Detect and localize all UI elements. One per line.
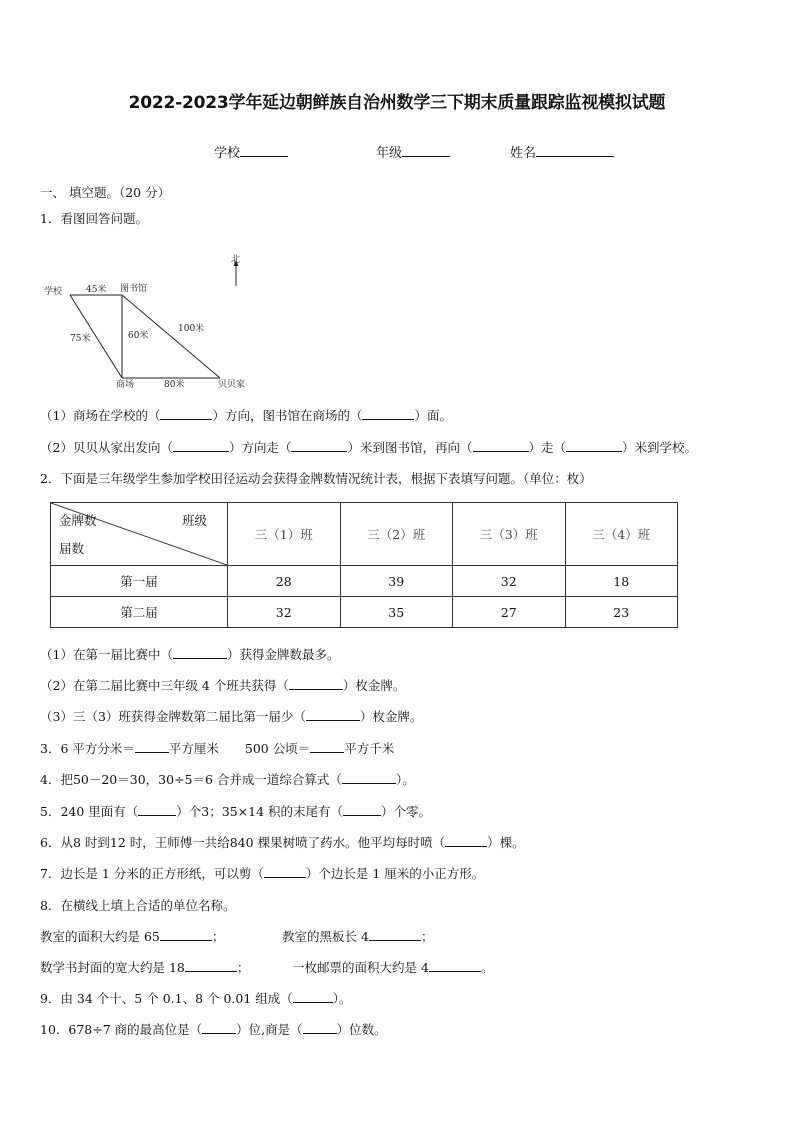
table-row [51,597,678,628]
corner-label-medals: 金牌数 [59,513,97,528]
answer-blank[interactable] [291,439,347,452]
question-8-stem: 8．在横线上填上合适的单位名称。 [40,898,236,913]
answer-blank[interactable] [264,865,306,878]
question-5: 5．240 里面有（ ）个3；35×14 积的末尾有（ ）个零。 [40,804,432,819]
question-8-a1: 教室的面积大约是 65 ； [40,929,225,944]
school-point-label: 学校 [44,287,63,297]
answer-blank[interactable] [362,407,414,420]
answer-blank[interactable] [160,407,212,420]
section-heading: 一、 填空题。（20 分） [40,185,171,200]
question-7: 7．边长是 1 分米的正方形纸，可以剪（ ）个边长是 1 厘米的小正方形。 [40,866,485,881]
table-header-row [51,503,678,566]
table-cell: 39 [340,566,453,597]
table-cell: 32 [228,597,341,628]
answer-blank[interactable] [566,439,622,452]
answer-blank[interactable] [173,439,229,452]
question-1-part-2: （2）贝贝从家出发向（ ）方向走（ ）米到图书馆，再向（ ）走（ ）米到学校。 [40,440,698,455]
answer-blank[interactable] [289,677,343,690]
answer-blank[interactable] [369,928,421,941]
school-label: 学校 [214,146,241,161]
distance-library-beibei: 100米 [178,324,205,334]
table-cell: 28 [228,566,341,597]
question-1-stem: 1．看图回答问题。 [40,211,148,226]
table-cell: 23 [565,597,678,628]
distance-library-mall: 60米 [128,331,149,341]
map-diagram [40,250,280,395]
mall-point-label: 商场 [116,380,135,390]
answer-blank[interactable] [303,1021,337,1034]
table-row [51,566,678,597]
answer-blank[interactable] [306,708,360,721]
row-label: 第一届 [51,566,228,597]
distance-mall-beibei: 80米 [164,380,185,390]
distance-school-mall: 75米 [70,334,91,344]
question-4: 4．把50－20＝30，30÷5＝6 合并成一道综合算式（ ）。 [40,772,415,787]
table-cell: 27 [453,597,566,628]
question-2-part-1: （1）在第一届比赛中（ ）获得金牌数最多。 [40,647,340,662]
answer-blank[interactable] [185,959,237,972]
question-9: 9．由 34 个十、5 个 0.1、8 个 0.01 组成（ ）。 [40,991,352,1006]
north-label: 北 [231,255,241,265]
name-field[interactable] [510,142,614,161]
question-2-stem: 2．下面是三年级学生参加学校田径运动会获得金牌数情况统计表，根据下表填写问题。（单位：枚） [40,471,592,486]
answer-blank[interactable] [173,646,227,659]
corner-label-session: 届数 [59,541,85,556]
answer-blank[interactable] [310,740,344,753]
question-8-a2: 教室的黑板长 4 ； [282,929,434,944]
answer-blank[interactable] [342,771,396,784]
answer-blank[interactable] [445,834,487,847]
question-6: 6．从8 时到12 时，王师傅一共给840 棵果树喷了药水。他平均每时喷（ ）棵。 [40,835,525,850]
distance-school-library: 45米 [86,285,107,295]
question-8-b2: 一枚邮票的面积大约是 4 。 [292,960,494,975]
table-cell: 35 [340,597,453,628]
column-header: 三（4）班 [565,503,678,566]
beibei-point-label: 贝贝家 [218,380,246,390]
question-10: 10．678÷7 商的最高位是（ ）位,商是（ ）位数。 [40,1022,387,1037]
column-header: 三（2）班 [340,503,453,566]
column-header: 三（1）班 [228,503,341,566]
question-3: 3．6 平方分米＝ 平方厘米 500 公顷＝ 平方千米 [40,741,395,756]
grade-field[interactable] [376,142,450,161]
answer-blank[interactable] [135,740,169,753]
question-2-part-2: （2）在第二届比赛中三年级 4 个班共获得（ ）枚金牌。 [40,678,406,693]
answer-blank[interactable] [429,959,481,972]
name-label: 姓名 [510,146,537,161]
question-8-b1: 数学书封面的宽大约是 18 ； [40,960,250,975]
answer-blank[interactable] [293,990,333,1003]
table-cell: 32 [453,566,566,597]
column-header: 三（3）班 [453,503,566,566]
answer-blank[interactable] [138,803,176,816]
grade-label: 年级 [376,146,403,161]
answer-blank[interactable] [160,928,212,941]
medal-table [50,502,678,628]
corner-label-class: 班级 [181,513,207,528]
question-2-part-3: （3）三（3）班获得金牌数第二届比第一届少（ ）枚金牌。 [40,709,423,724]
answer-blank[interactable] [202,1021,236,1034]
row-label: 第二届 [51,597,228,628]
table-corner-cell [51,503,228,566]
school-field[interactable] [214,142,288,161]
table-cell: 18 [565,566,678,597]
answer-blank[interactable] [473,439,529,452]
question-1-part-1: （1）商场在学校的（ ）方向，图书馆在商场的（ ）面。 [40,408,452,423]
answer-blank[interactable] [343,803,381,816]
library-point-label: 图书馆 [120,284,148,294]
page-title: 2022-2023学年延边朝鲜族自治州数学三下期末质量跟踪监视模拟试题 [128,93,666,113]
